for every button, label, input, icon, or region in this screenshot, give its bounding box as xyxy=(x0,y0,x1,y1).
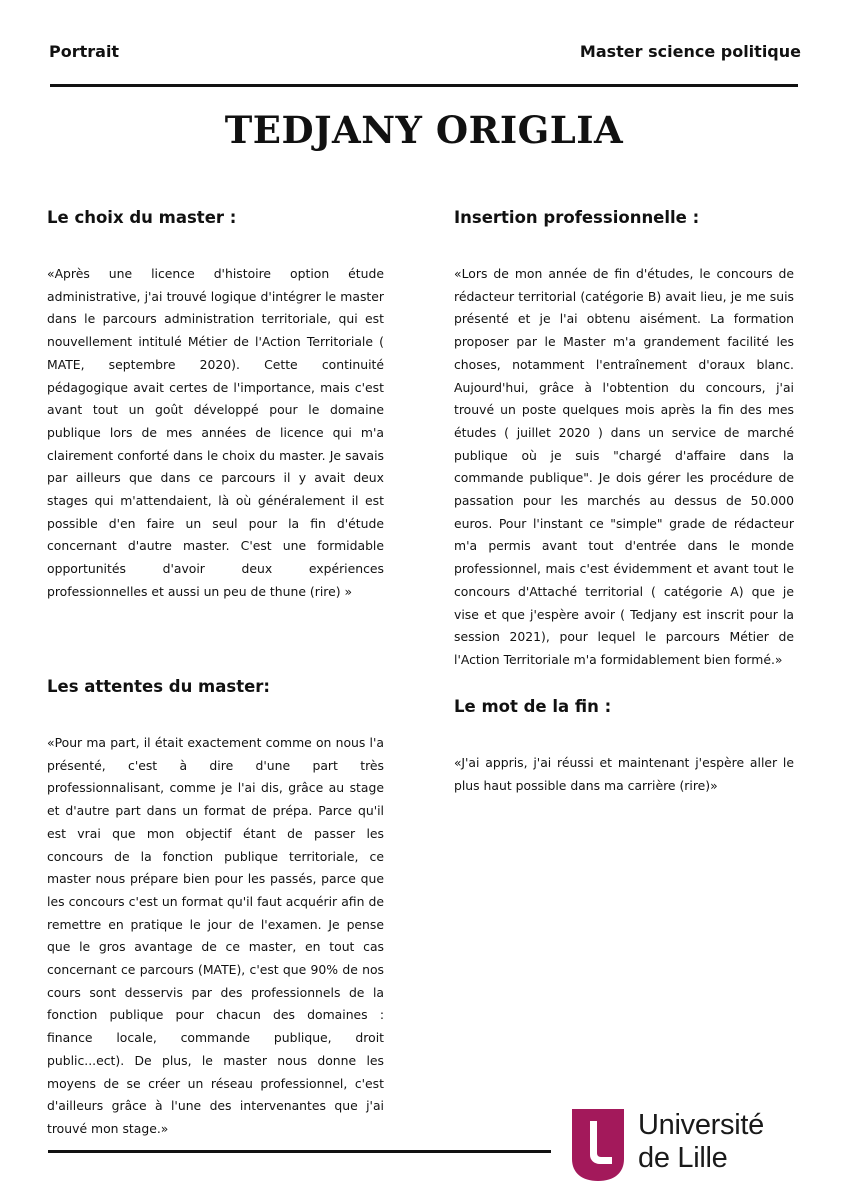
text-insertion: «Lors de mon année de fin d'études, le concours de rédacteur territorial (catégorie B) avait lieu, je me suis présenté et je l'ai obtenu aisément. La formation proposer par le Master m'a grandement facilité les choses, notamment l'entraînement d'oraux blanc. Aujourd'hui, grâce à l'obtention du concours, j'ai trouvé un poste quelques mois après la fin des mes études ( juillet 2020 ) dans un service de marché publique où je suis "chargé d'affaire dans la commande publique". Je dois gérer les procédure de passation pour les marchés au dessus de 50.000 euros. Pour l'instant ce "simple" grade de rédacteur m'a permis avant tout d'entrée dans le monde professionnel, mais c'est évidemment et avant tout le concours d'Attaché territorial ( catégorie A) que je vise et que j'espère avoir ( Tedjany est inscrit pour la session 2021), pour lequel le parcours Métier de l'Action Territoriale m'a formidablement bien formé.» xyxy=(454,266,794,667)
header-left-label: Portrait xyxy=(49,42,120,61)
bottom-divider xyxy=(48,1150,551,1153)
heading-attentes-master xyxy=(47,677,270,696)
heading-fin-text: Le mot de la fin xyxy=(454,697,599,716)
top-divider xyxy=(50,84,798,87)
heading-mot-fin xyxy=(454,697,611,716)
header-right-label: Master science politique xyxy=(579,42,801,61)
heading-insertion-text: Insertion professionnelle xyxy=(454,208,687,227)
heading-attentes-text: Les attentes du master: xyxy=(47,677,271,696)
heading-choix-text: Le choix du master xyxy=(47,208,225,227)
logo-line1: Université xyxy=(638,1109,764,1141)
heading-choix-tail: : xyxy=(224,208,237,227)
logo-mark xyxy=(572,1109,624,1181)
logo-text xyxy=(638,1109,764,1175)
heading-choix-master xyxy=(47,208,236,227)
text-mot-fin: «J'ai appris, j'ai réussi et maintenant j'espère aller le plus haut possible dans ma carrière (rire)» xyxy=(454,755,794,793)
logo-line2: de Lille xyxy=(638,1142,728,1174)
text-choix-master: «Après une licence d'histoire option étude administrative, j'ai trouvé logique d'intégrer le master dans le parcours administration territoriale, qui est nouvellement intitulé Métier de l'Action Territoriale ( MATE, septembre 2020). Cette continuité pédagogique avait certes de l'importance, mais c'est avant tout un goût développé pour le domaine publique lors de mes années de licence qui m'a clairement conforté dans le choix du master. Je savais par ailleurs que dans ce parcours il y avait deux stages qui m'attendaient, là où généralement il est possible d'en faire un seul pour la fin d'étude concernant d'autre master. C'est une formidable opportunités d'avoir deux expériences professionnelles et aussi un peu de thune (rire) » xyxy=(47,266,384,599)
heading-insertion-tail: : xyxy=(686,208,700,227)
heading-insertion xyxy=(454,208,699,227)
page-title: TEDJANY ORIGLIA xyxy=(224,108,624,152)
text-attentes-master: «Pour ma part, il était exactement comme on nous l'a présenté, c'est à dire d'une part très professionnalisant, comme je l'ai dis, grâce au stage et d'autre part dans un format de prépa. Parce qu'il est vrai que mon objectif étant de passer les concours de la fonction publique territoriale, ce master nous prépare bien pour les passés, parce que les concours c'est un format qu'il faut acquérir afin de remettre en pratique le jour de l'examen. Je pense que le gros avantage de ce master, en tout cas concernant ce parcours (MATE), c'est que 90% de nos cours sont desservis par des professionnels de la fonction publique pour chacun des domaines : finance locale, commande publique, droit public...ect). De plus, le master nous donne les moyens de se créer un réseau professionnel, c'est d'ailleurs grâce à l'une des intervenantes que j'ai trouvé mon stage.» xyxy=(47,735,384,1136)
heading-fin-tail: : xyxy=(598,697,612,716)
